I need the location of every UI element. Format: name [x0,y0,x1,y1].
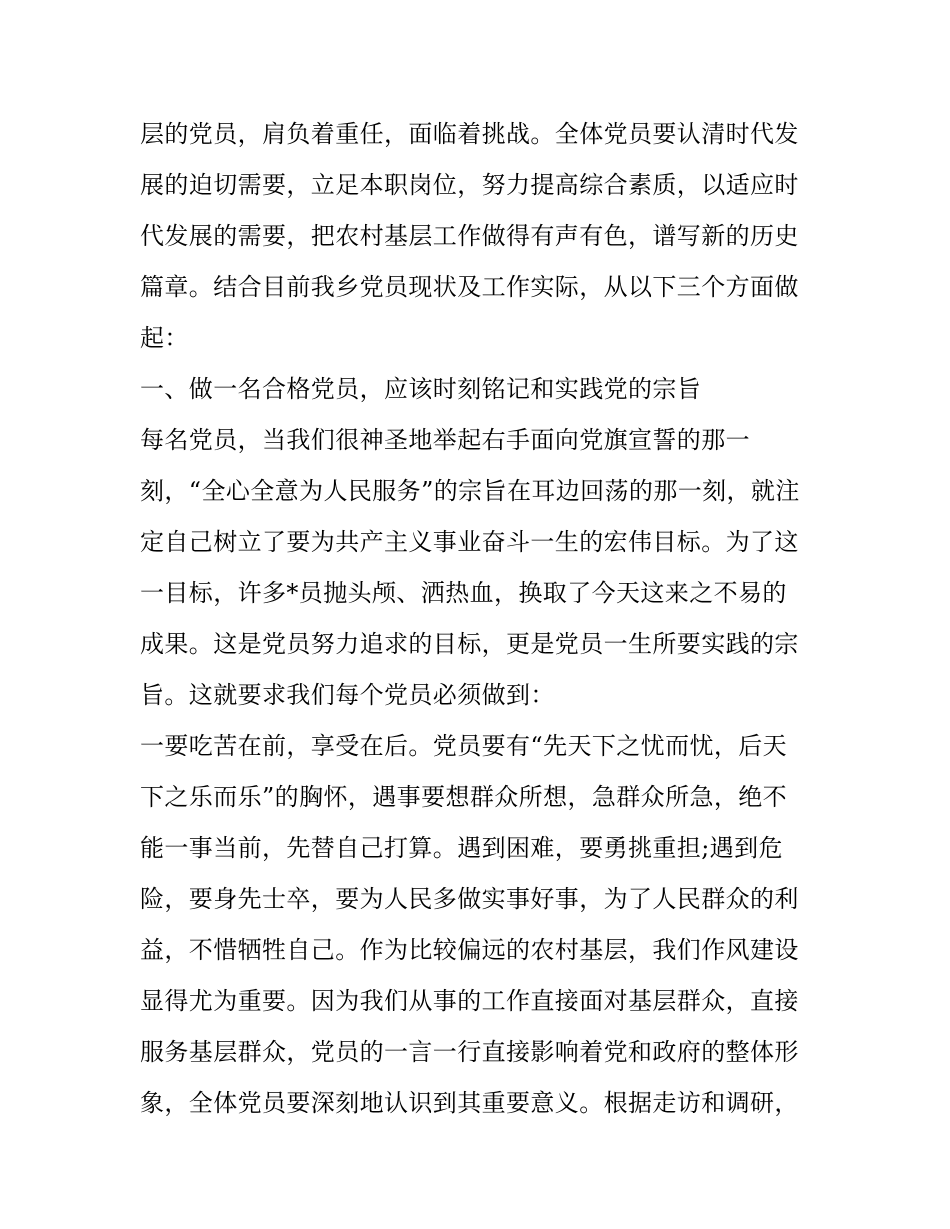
text-line-17: 益，不惜牺牲自己。作为比较偏远的农村基层，我们作风建设 [140,936,799,964]
text-line-10: 一目标，许多*员抛头颅、洒热血，换取了今天这来之不易的 [140,579,787,607]
text-line-16: 险，要身先士卒，要为人民多做实事好事，为了人民群众的利 [140,885,799,913]
section-heading: 一、做一名合格党员，应该时刻铭记和实践党的宗旨 [140,375,702,403]
text-line-3: 代发展的需要，把农村基层工作做得有声有色，谱写新的历史 [140,222,799,250]
text-line-7: 每名党员，当我们很神圣地举起右手面向党旗宣誓的那一 [140,426,750,454]
text-line-8: 刻，“全心全意为人民服务”的宗旨在耳边回荡的那一刻，就注 [140,477,800,505]
text-line-13: 一要吃苦在前，享受在后。党员要有“先天下之忧而忧，后天 [140,732,788,760]
text-line-12: 旨。这就要求我们每个党员必须做到： [140,681,555,709]
text-line-19: 服务基层群众，党员的一言一行直接影响着党和政府的整体形 [140,1038,799,1066]
text-line-14: 下之乐而乐”的胸怀，遇事要想群众所想，急群众所急，绝不 [140,783,788,811]
text-line-5: 起： [140,324,189,352]
text-line-1: 层的党员，肩负着重任，面临着挑战。全体党员要认清时代发 [140,120,799,148]
text-line-9: 定自己树立了要为共产主义事业奋斗一生的宏伟目标。为了这 [140,528,799,556]
text-line-4: 篇章。结合目前我乡党员现状及工作实际，从以下三个方面做 [140,273,799,301]
text-line-20: 象，全体党员要深刻地认识到其重要意义。根据走访和调研， [140,1089,799,1117]
text-line-18: 显得尤为重要。因为我们从事的工作直接面对基层群众，直接 [140,987,799,1015]
text-line-11: 成果。这是党员努力追求的目标，更是党员一生所要实践的宗 [140,630,799,658]
text-line-2: 展的迫切需要，立足本职岗位，努力提高综合素质，以适应时 [140,171,799,199]
body-text [140,109,820,1129]
text-line-15: 能一事当前，先替自己打算。遇到困难，要勇挑重担;遇到危 [140,834,783,862]
